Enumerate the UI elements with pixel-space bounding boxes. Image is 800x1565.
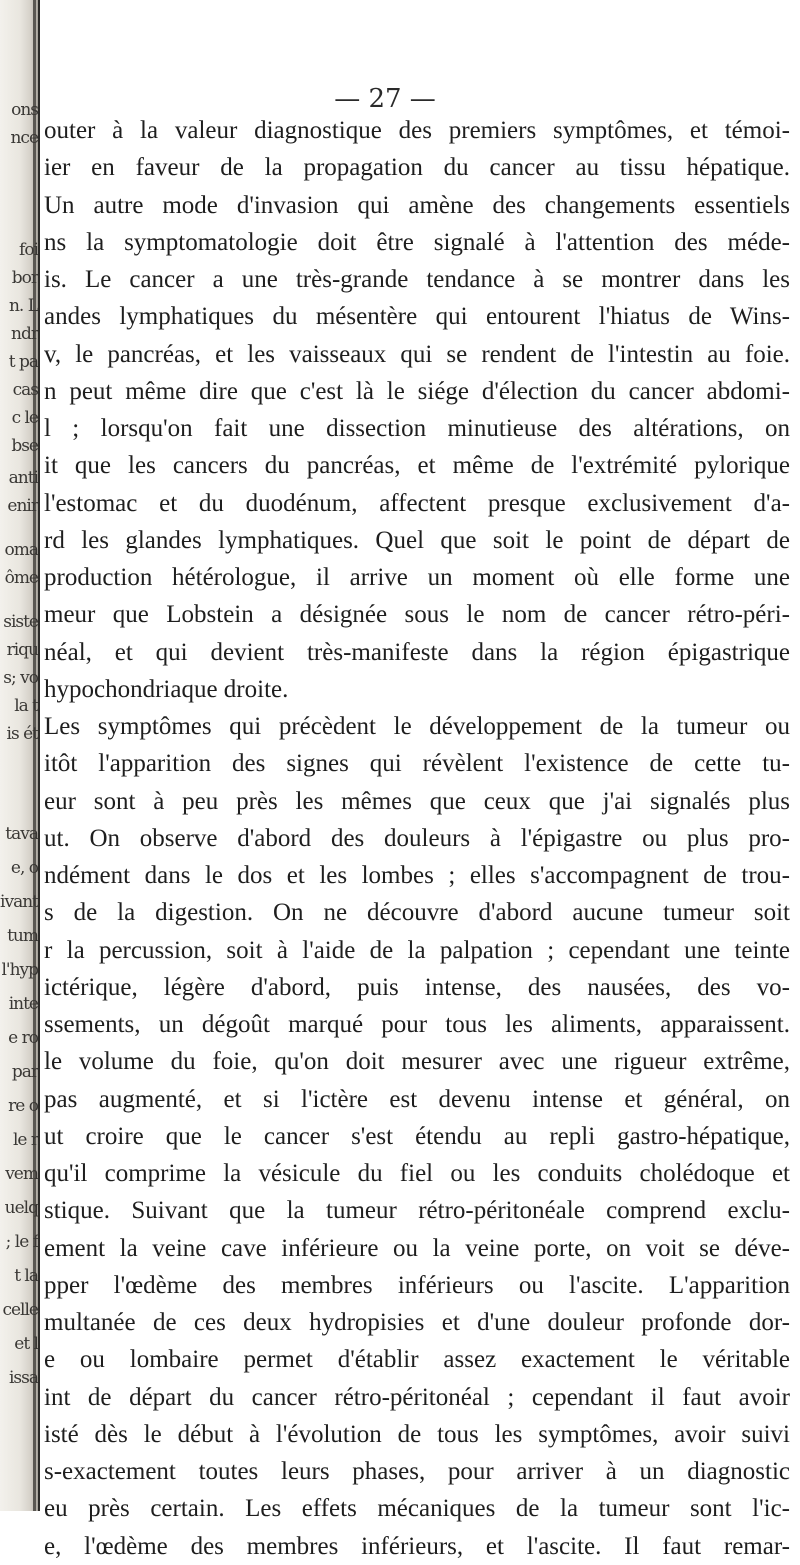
text-line: rd les glandes lymphatiques. Quel que soit le point de départ de bbox=[44, 526, 790, 554]
margin-fragment: et l bbox=[14, 1334, 38, 1354]
margin-fragment: celle bbox=[2, 1300, 38, 1320]
text-line: hypochondriaque droite. bbox=[44, 675, 289, 703]
text-line: ier en faveur de la propagation du cancer au tissu hépatique. bbox=[44, 154, 790, 182]
text-line: r la percussion, soit à l'aide de la palpation ; cependant une teinte bbox=[44, 936, 790, 964]
text-line: ssements, un dégoût marqué pour tous les aliments, apparaissent. bbox=[44, 1011, 790, 1038]
text-line: Les symptômes qui précèdent le développement de la tumeur ou bbox=[44, 713, 790, 740]
margin-fragment: inte bbox=[8, 994, 38, 1014]
text-line: meur que Lobstein a désignée sous le nom de cancer rétro-péri- bbox=[44, 601, 790, 629]
margin-fragment: ôme bbox=[4, 568, 38, 588]
margin-fragment: la t bbox=[14, 696, 38, 716]
margin-fragment: c le bbox=[11, 408, 38, 428]
text-line: s de la digestion. On ne découvre d'abord aucune tumeur soit bbox=[44, 899, 790, 927]
text-line: isté dès le début à l'évolution de tous les symptômes, avoir suivi bbox=[44, 1420, 790, 1448]
text-line: pas augmenté, et si l'ictère est devenu intense et général, on bbox=[44, 1085, 790, 1113]
text-line: s-exactement toutes leurs phases, pour arriver à un diagnostic bbox=[44, 1458, 790, 1485]
text-line: ut. On observe d'abord des douleurs à l'épigastre ou plus pro- bbox=[44, 824, 790, 852]
margin-fragment: re o bbox=[8, 1096, 38, 1116]
text-line: stique. Suivant que la tumeur rétro-péritonéale comprend exclu- bbox=[44, 1197, 790, 1225]
text-line: outer à la valeur diagnostique des premiers symptômes, et témoi- bbox=[44, 117, 790, 144]
page-body-text bbox=[44, 112, 790, 1565]
margin-fragment: riqu bbox=[6, 640, 38, 660]
margin-fragment: cas bbox=[12, 380, 38, 400]
margin-fragment: tava bbox=[5, 824, 38, 844]
text-line: Un autre mode d'invasion qui amène des changements essentiels bbox=[44, 191, 790, 219]
text-line: e ou lombaire permet d'établir assez exactement le véritable bbox=[44, 1346, 790, 1374]
text-line: ictérique, légère d'abord, puis intense, des nausées, des vo- bbox=[44, 973, 790, 1001]
margin-fragment: bse bbox=[11, 436, 38, 456]
page-number: — 27 — bbox=[334, 84, 436, 114]
text-line: is. Le cancer a une très-grande tendance à se montrer dans les bbox=[44, 266, 790, 293]
text-line: production hétérologue, il arrive un moment où elle forme une bbox=[44, 564, 790, 591]
text-line: andes lymphatiques du mésentère qui entourent l'hiatus de Wins- bbox=[44, 303, 790, 331]
margin-fragment: anti bbox=[8, 468, 38, 488]
text-line: v, le pancréas, et les vaisseaux qui se rendent de l'intestin au foie. bbox=[44, 340, 790, 368]
margin-fragment: ndr bbox=[11, 324, 38, 344]
margin-fragment: enir bbox=[7, 496, 38, 516]
text-line: itôt l'apparition des signes qui révèlent l'existence de cette tu- bbox=[44, 750, 790, 778]
text-line: pper l'œdème des membres inférieurs ou l'ascite. L'apparition bbox=[44, 1271, 790, 1299]
text-line: n peut même dire que c'est là le siége d'élection du cancer abdomi- bbox=[44, 377, 790, 405]
margin-fragment: ons bbox=[11, 100, 38, 120]
text-line: it que les cancers du pancréas, et même de l'extrémité pylorique bbox=[44, 452, 790, 480]
text-line: int de départ du cancer rétro-péritonéal ; cependant il faut avoir bbox=[44, 1383, 790, 1411]
text-line: eu près certain. Les effets mécaniques de la tumeur sont l'ic- bbox=[44, 1495, 790, 1523]
text-line: qu'il comprime la vésicule du fiel ou les conduits cholédoque et bbox=[44, 1160, 790, 1187]
margin-fragment: uelq bbox=[4, 1198, 38, 1218]
margin-fragment: e ro bbox=[8, 1028, 38, 1048]
margin-fragment: siste bbox=[3, 612, 38, 632]
margin-fragment: vem bbox=[5, 1164, 38, 1184]
margin-fragment: ivant bbox=[0, 892, 38, 912]
margin-fragment: n. L bbox=[8, 296, 38, 316]
margin-fragment: bor bbox=[11, 268, 38, 288]
text-line: néal, et qui devient très-manifeste dans la région épigastrique bbox=[44, 638, 790, 666]
text-line: le volume du foie, qu'on doit mesurer avec une rigueur extrême, bbox=[44, 1048, 790, 1076]
margin-fragment: tum bbox=[7, 926, 38, 946]
margin-fragment: nce bbox=[10, 128, 38, 148]
text-line: multanée de ces deux hydropisies et d'une douleur profonde dor- bbox=[44, 1309, 790, 1336]
margin-fragment: issa bbox=[8, 1368, 38, 1388]
text-line: e, l'œdème des membres inférieurs, et l'ascite. Il faut remar- bbox=[44, 1532, 790, 1560]
margin-fragment: ; le f bbox=[5, 1232, 38, 1252]
text-line: ndément dans le dos et les lombes ; elles s'accompagnent de trou- bbox=[44, 862, 790, 889]
margin-fragment: le r bbox=[12, 1130, 38, 1150]
text-line: ns la symptomatologie doit être signalé à l'attention des méde- bbox=[44, 228, 790, 256]
text-line: ement la veine cave inférieure ou la veine porte, on voit se déve- bbox=[44, 1234, 790, 1262]
text-line: l ; lorsqu'on fait une dissection minutieuse des altérations, on bbox=[44, 415, 790, 442]
margin-fragment: t pa bbox=[8, 352, 38, 372]
text-line: l'estomac et du duodénum, affectent presque exclusivement d'a- bbox=[44, 489, 790, 517]
text-line: eur sont à peu près les mêmes que ceux que j'ai signalés plus bbox=[44, 787, 790, 815]
margin-fragment: s; vo bbox=[3, 668, 38, 688]
margin-fragment: par bbox=[11, 1062, 38, 1082]
margin-fragment: e, o bbox=[10, 858, 38, 878]
text-line: ut croire que le cancer s'est étendu au repli gastro-hépatique, bbox=[44, 1122, 790, 1150]
margin-fragment: t la bbox=[14, 1266, 38, 1286]
margin-fragment: oma bbox=[4, 540, 38, 560]
previous-page-margin bbox=[0, 0, 40, 1511]
margin-fragment: foi bbox=[19, 240, 38, 260]
margin-fragment: l'hyp bbox=[1, 960, 38, 980]
margin-fragment: is ét bbox=[6, 724, 38, 744]
